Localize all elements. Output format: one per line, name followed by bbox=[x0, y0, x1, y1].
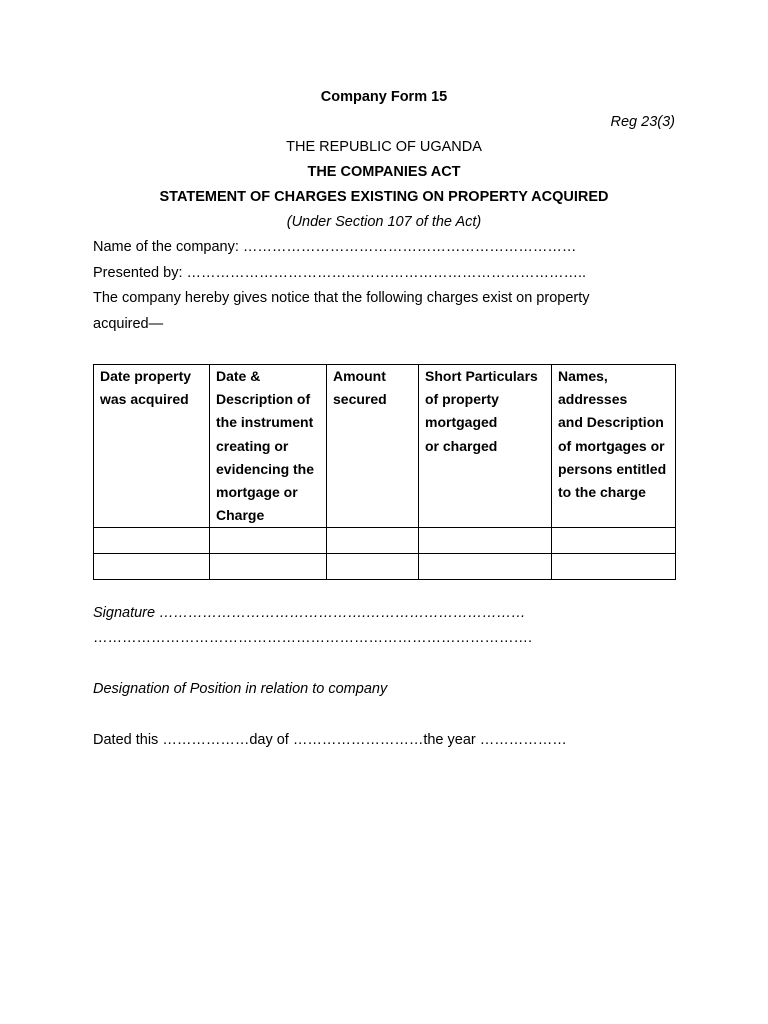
header-text: to the charge bbox=[558, 484, 646, 501]
table-header-row bbox=[94, 365, 676, 528]
signature-continuation-line[interactable]: ………………………………………………………………………………. bbox=[93, 630, 533, 646]
header-text: Date property bbox=[100, 368, 192, 384]
header-text: or charged bbox=[425, 437, 498, 454]
regulation-reference: Reg 23(3) bbox=[610, 114, 675, 130]
charges-table bbox=[93, 364, 676, 580]
header-text: Amount bbox=[333, 368, 386, 384]
header-text: the instrument bbox=[216, 414, 314, 431]
header-text: and Description bbox=[558, 414, 664, 431]
table-cell[interactable] bbox=[327, 528, 419, 554]
column-header-date-acquired bbox=[94, 365, 210, 528]
header-text: Names, bbox=[558, 368, 608, 384]
table-row bbox=[94, 554, 676, 580]
header-text: evidencing the bbox=[216, 460, 315, 477]
column-header-instrument-description bbox=[210, 365, 327, 528]
table-cell[interactable] bbox=[94, 528, 210, 554]
designation-label: Designation of Position in relation to company bbox=[93, 681, 388, 697]
presented-by-field[interactable]: Presented by: ……………………………………………………………………….. bbox=[93, 265, 587, 281]
signature-field[interactable] bbox=[93, 604, 526, 622]
table-cell[interactable] bbox=[419, 554, 552, 580]
country-heading: THE REPUBLIC OF UGANDA bbox=[286, 139, 482, 155]
header-text: Short Particulars bbox=[425, 368, 538, 384]
header-text: persons entitled bbox=[558, 460, 667, 477]
column-header-property-particulars bbox=[419, 365, 552, 528]
header-text: Description of bbox=[216, 391, 311, 408]
table-cell[interactable] bbox=[210, 528, 327, 554]
column-header-amount-secured bbox=[327, 365, 419, 528]
signature-label: Signature …………………………………….…………………………… bbox=[93, 605, 526, 621]
statement-title: STATEMENT OF CHARGES EXISTING ON PROPERTY ACQUIRED bbox=[159, 189, 609, 205]
header-text: of property bbox=[425, 391, 499, 408]
company-name-field[interactable]: Name of the company: …………………………………………………………… bbox=[93, 239, 577, 255]
act-heading: THE COMPANIES ACT bbox=[307, 164, 461, 180]
table-cell[interactable] bbox=[210, 554, 327, 580]
header-text: was acquired bbox=[100, 391, 189, 408]
header-text: addresses bbox=[558, 391, 628, 408]
column-header-mortgagees bbox=[552, 365, 676, 528]
table-cell[interactable] bbox=[94, 554, 210, 580]
header-text: Charge bbox=[216, 507, 265, 524]
header-text: mortgage or bbox=[216, 484, 298, 501]
section-subtitle: (Under Section 107 of the Act) bbox=[286, 214, 482, 230]
notice-text-line-2: acquired— bbox=[93, 316, 164, 332]
form-title: Company Form 15 bbox=[320, 89, 448, 105]
table-cell[interactable] bbox=[552, 528, 676, 554]
table-row bbox=[94, 528, 676, 554]
header-text: secured bbox=[333, 391, 387, 408]
header-text: of mortgages or bbox=[558, 437, 665, 454]
table-cell[interactable] bbox=[419, 528, 552, 554]
dated-field[interactable]: Dated this ………………day of ………………………the year ……………… bbox=[93, 732, 567, 748]
table-cell[interactable] bbox=[327, 554, 419, 580]
header-text: Date & bbox=[216, 368, 261, 384]
header-text: creating or bbox=[216, 437, 289, 454]
table-cell[interactable] bbox=[552, 554, 676, 580]
header-text: mortgaged bbox=[425, 414, 498, 431]
notice-text-line-1: The company hereby gives notice that the following charges exist on property bbox=[93, 290, 590, 306]
